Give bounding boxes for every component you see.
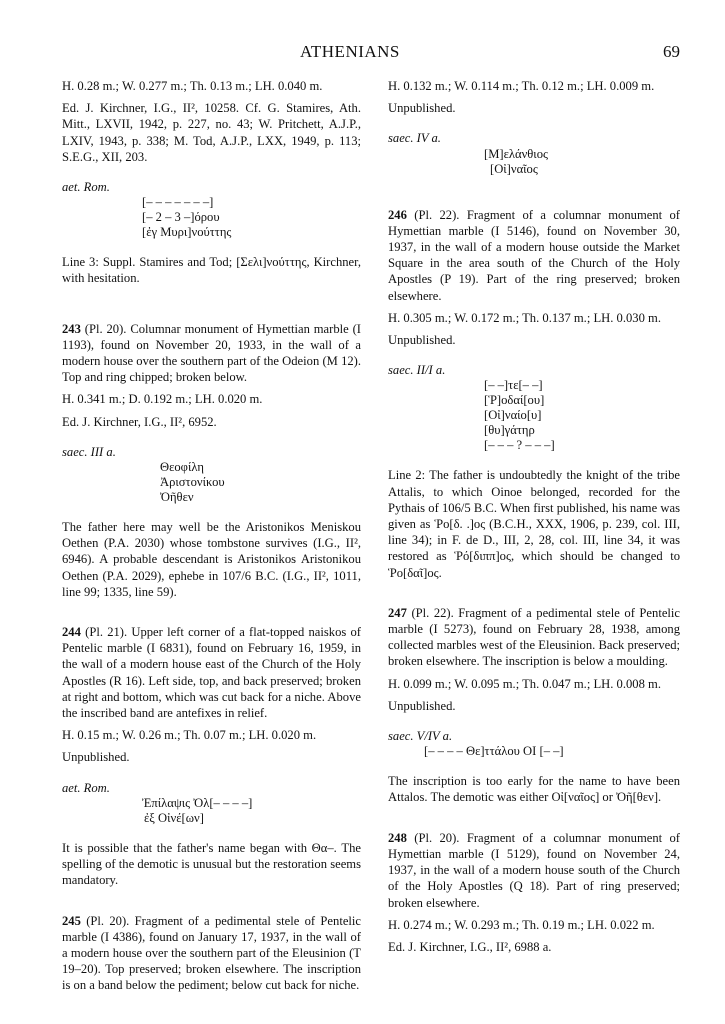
measurements-245: H. 0.132 m.; W. 0.114 m.; Th. 0.12 m.; LH. 0.009 m. [388,79,655,93]
inscription-line: [– – – – – – –] [142,195,214,210]
inscription-244 [62,796,361,826]
running-title: ATHENIANS [300,42,400,61]
entry-244 [62,624,361,721]
entry-number: 245 [62,913,81,928]
edition-245: Unpublished. [388,101,456,116]
edition-243: Ed. J. Kirchner, I.G., II², 6952. [62,414,217,429]
inscription-line: [Οἰ]ναῖος [490,161,538,176]
entry-description: (Pl. 22). Fragment of a pedimental stele of Pentelic marble (I 5273), found on February 28, 1938, among collected marbles west of the Eleusinion. Back preserved; broken elsewhere. The inscription is below a moulding. [388,605,680,669]
edition-246: Unpublished. [388,333,456,348]
running-header [0,40,725,64]
inscription-243 [62,460,361,505]
inscription-line: Ὀῆθεν [160,490,194,505]
inscription-line: [– – – ? – – –] [484,438,555,453]
measurements-243: H. 0.341 m.; D. 0.192 m.; LH. 0.020 m. [62,392,263,407]
note-246: Line 2: The father is undoubtedly the knight of the tribe Attalis, to which Oinoe belonged, recorded for the Pythais of 106/5 B.C. When first published, his name was given as Ῥο[δ. .]ος (B.C.H., XXX, 1906, p. 239, col. III, line 34); in F. de D., III, 2, 28, col. III, line 34, it was restored as Ῥό[διππ]ος, which should be changed to Ῥο[δαῖ]ος. [388,468,680,580]
edition-242: Ed. J. Kirchner, I.G., II², 10258. Cf. G. Stamires, Ath. Mitt., LXVII, 1942, p. 227, no. 43; W. Pritchett, A.J.P., LXIV, 1943, p. 338; M. Tod, A.J.P., LXX, 1949, p. 113; S.E.G., XII, 203. [62,101,361,164]
date-243: saec. III a. [62,444,116,459]
inscription-line: Ἐπίλαψις Ὀλ[– – – –] [142,795,253,810]
entry-description: (Pl. 20). Columnar monument of Hymettian marble (I 1193), found on November 20, 1933, in the wall of a modern house over the southern part of the Odeion (M 12). Top and ring chipped; broken below. [62,321,361,385]
date-242: aet. Rom. [62,180,110,195]
date-247: saec. V/IV a. [388,729,453,744]
inscription-245 [388,147,680,177]
date-246: saec. II/I a. [388,363,446,378]
inscription-line: [– – – – Θε]ττάλου ΟΙ [– –] [424,744,564,759]
inscription-line: [Ῥ]οδαί[ου] [484,393,545,408]
note-244: It is possible that the father's name began with Θα–. The spelling of the demotic is unusual but the restoration seems mandatory. [62,840,361,888]
entry-245 [62,913,361,994]
entry-description: (Pl. 21). Upper left corner of a flat-topped naiskos of Pentelic marble (I 6831), found on February 16, 1959, in the wall of a modern house east of the Church of the Holy Apostles (R 16). Left side, top, and back preserved; broken at right and bottom, which was cut back for a niche. Above the inscribed band are antefixes in relief. [62,625,361,721]
date-244: aet. Rom. [62,780,110,795]
measurements-242: H. 0.28 m.; W. 0.277 m.; Th. 0.13 m.; LH. 0.040 m. [62,79,323,93]
entry-243 [62,321,361,386]
entry-247 [388,605,680,670]
inscription-line: [Οἰ]ναίο[υ] [484,408,542,423]
measurements-248: H. 0.274 m.; W. 0.293 m.; Th. 0.19 m.; LH. 0.022 m. [388,917,655,932]
page-number: 69 [663,42,680,61]
note-247: The inscription is too early for the name to have been Attalos. The demotic was either Οἰ[ναῖος] or Ὀῆ[θεν]. [388,774,680,805]
entry-248 [388,830,680,911]
inscription-line: ἐξ Οἰνέ[ων] [144,810,204,825]
right-column [388,78,680,955]
inscription-242 [62,195,361,240]
inscription-line: [Μ]ελάνθιος [484,146,548,161]
inscription-line: [– 2 – 3 –]όρου [142,210,220,225]
measurements-247: H. 0.099 m.; W. 0.095 m.; Th. 0.047 m.; LH. 0.008 m. [388,676,661,691]
entry-description: (Pl. 20). Fragment of a pedimental stele of Pentelic marble (I 4386), found on January 17, 1937, in the wall of a modern house over the southern part of the Eleusinion (T 19–20). Top preserved; broken elsewhere. The inscription is on a band below the pediment; below cut back for niche. [62,913,361,993]
entry-description: (Pl. 20). Fragment of a columnar monument of Hymettian marble (I 5129), found on November 24, 1937, in the wall of a modern house south of the Church of the Holy Apostles (Q 18). Part of ring preserved; broken elsewhere. [388,830,680,910]
entry-number: 243 [62,321,81,336]
entry-number: 248 [388,830,407,845]
left-column [62,78,361,994]
measurements-246: H. 0.305 m.; W. 0.172 m.; Th. 0.137 m.; LH. 0.030 m. [388,310,661,325]
edition-248: Ed. J. Kirchner, I.G., II², 6988 a. [388,939,552,954]
inscription-246 [388,378,680,453]
measurements-244: H. 0.15 m.; W. 0.26 m.; Th. 0.07 m.; LH. 0.020 m. [62,728,317,743]
date-245: saec. IV a. [388,131,441,146]
entry-number: 247 [388,605,407,620]
entry-number: 246 [388,207,407,222]
inscription-247 [388,744,680,759]
note-243: The father here may well be the Aristonikos Meniskou Oethen (P.A. 2030) whose tombstone survives (I.G., II², 6946). A probable descendant is Aristonikos Aristonikou Oethen (P.A. 2029), ephebe in 107/6 B.C. (I.G., II², 1011, line 99; 1335, line 59). [62,520,361,599]
inscription-line: [– –]τε[– –] [484,378,543,393]
note-242: Line 3: Suppl. Stamires and Tod; [Σελι]νούττης, Kirchner, with hesitation. [62,255,361,286]
entry-description: (Pl. 22). Fragment of a columnar monument of Hymettian marble (I 5146), found on November 30, 1937, in the wall of a modern house outside the Market Square in the area south of the Church of the Holy Apostles (P 19). Part of the ring preserved; broken elsewhere. [388,207,680,303]
inscription-line: Θεοφίλη [160,460,204,475]
inscription-line: [θυ]γάτηρ [484,423,535,438]
edition-244: Unpublished. [62,750,130,765]
entry-246 [388,207,680,304]
entry-number: 244 [62,625,81,640]
edition-247: Unpublished. [388,698,456,713]
inscription-line: [ἐγ Μυρι]νούττης [142,225,232,240]
inscription-line: Ἀριστονίκου [160,475,225,490]
